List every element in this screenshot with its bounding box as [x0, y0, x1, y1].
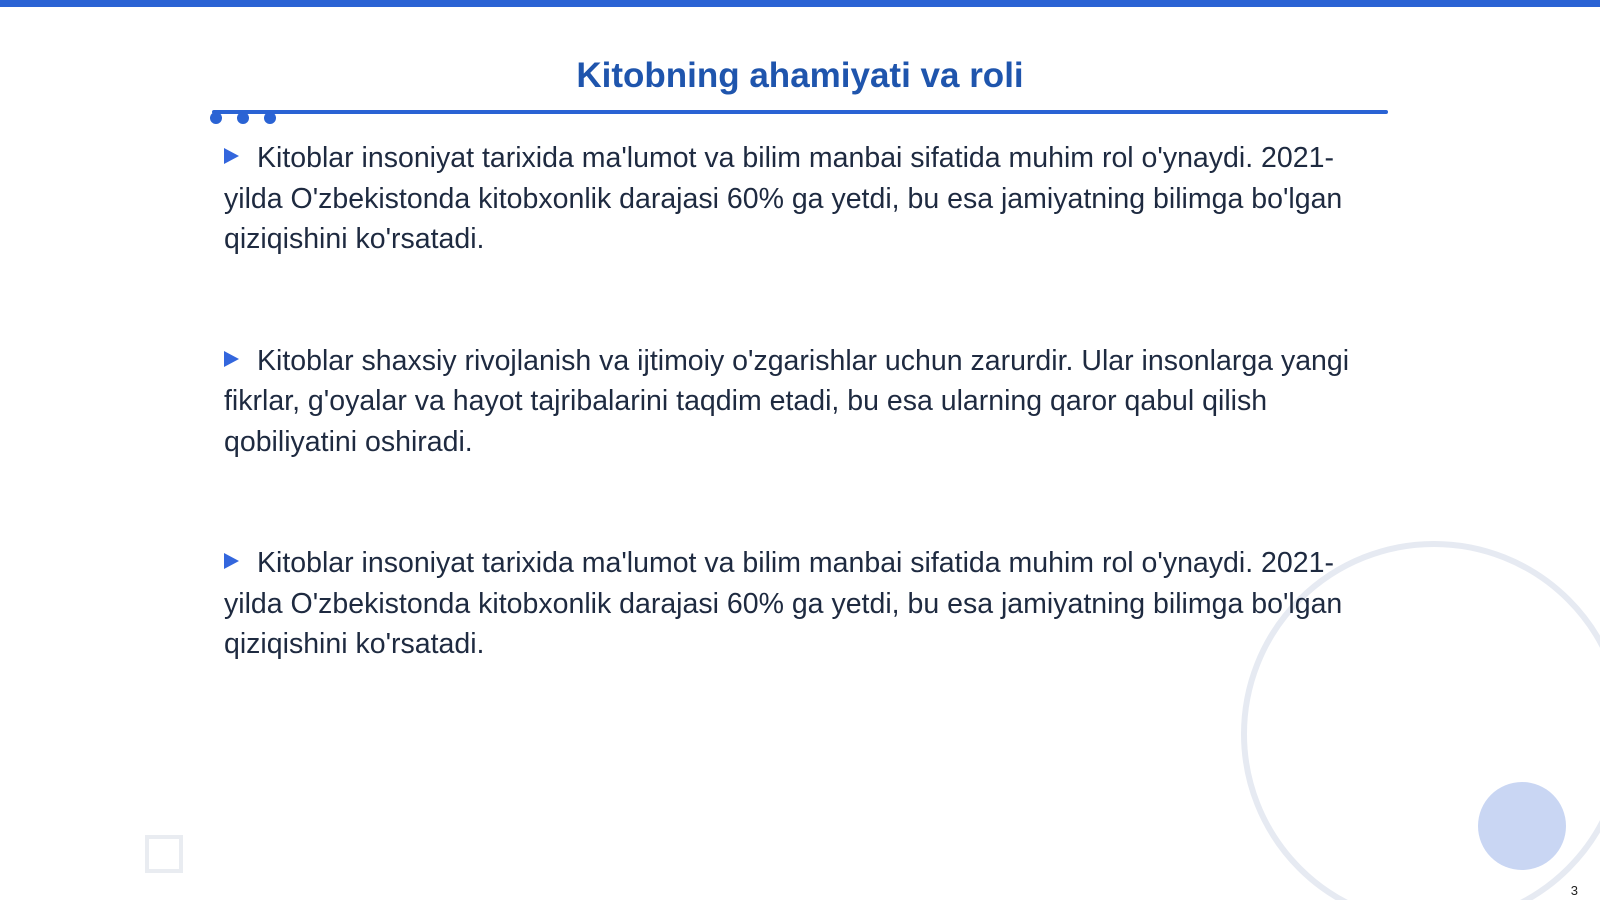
underline-dot [264, 112, 276, 124]
underline-dot [237, 112, 249, 124]
bullet-text: Kitoblar insoniyat tarixida ma'lumot va bilim manbai sifatida muhim rol o'ynaydi. 2021-yilda O'zbekistonda kitobxonlik darajasi 60% ga yetdi, bu esa jamiyatning bilimga bo'lgan qiziqishini ko'rsatadi. [224, 547, 1343, 660]
title-underline [212, 110, 1388, 114]
decorative-square [145, 835, 183, 873]
bullet-item [224, 341, 1384, 463]
bullet-item [224, 543, 1384, 665]
top-accent-bar [0, 0, 1600, 7]
bullet-list [224, 138, 1384, 746]
bullet-item [224, 138, 1384, 260]
decorative-circle [1478, 782, 1566, 870]
play-triangle-icon [224, 351, 239, 367]
play-triangle-icon [224, 553, 239, 569]
page-number: 3 [1570, 883, 1578, 898]
underline-dot [210, 112, 222, 124]
bullet-text: Kitoblar shaxsiy rivojlanish va ijtimoiy o'zgarishlar uchun zarurdir. Ular insonlarga yangi fikrlar, g'oyalar va hayot tajribalarini taqdim etadi, bu esa ularning qaror qabul qilish qobiliyatini oshiradi. [224, 344, 1350, 458]
play-triangle-icon [224, 148, 239, 164]
slide-title: Kitobning ahamiyati va roli [576, 56, 1024, 95]
bullet-text: Kitoblar insoniyat tarixida ma'lumot va bilim manbai sifatida muhim rol o'ynaydi. 2021-yilda O'zbekistonda kitobxonlik darajasi 60% ga yetdi, bu esa jamiyatning bilimga bo'lgan qiziqishini ko'rsatadi. [224, 142, 1343, 255]
